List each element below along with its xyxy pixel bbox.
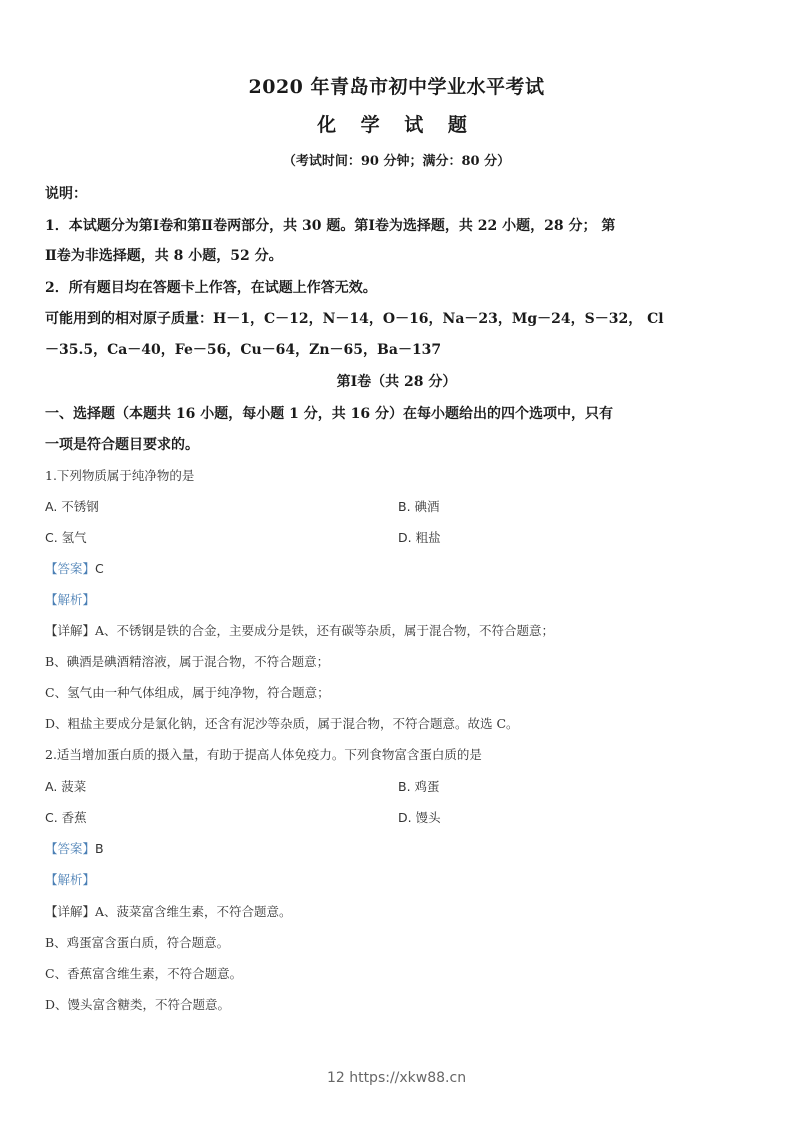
question-1-analysis-label: 【解析】 xyxy=(45,592,96,607)
answer-value: B xyxy=(95,841,104,856)
atomic-masses-line-2: －35.5，Ca－40，Fe－56，Cu－64，Zn－65，Ba－137 xyxy=(45,342,442,358)
detail-text: A、菠菜富含维生素，不符合题意。 xyxy=(95,904,292,919)
detail-label: 【详解】 xyxy=(45,623,96,638)
question-1-option-b: B. 碘酒 xyxy=(398,499,440,514)
atomic-masses-line-1: 可能用到的相对原子质量：H－1，C－12，N－14，O－16，Na－23，Mg－24，S－32， Cl xyxy=(45,311,664,327)
section-title: 第Ⅰ卷（共 28 分） xyxy=(336,374,457,390)
question-2-option-c: C. 香蕉 xyxy=(45,810,87,825)
part-heading-line-1: 一、选择题（本题共 16 小题，每小题 1 分，共 16 分）在每小题给出的四个选项中，只有 xyxy=(45,406,613,422)
question-2-answer xyxy=(45,839,104,857)
part-heading-line-2: 一项是符合题目要求的。 xyxy=(45,437,199,453)
answer-label: 【答案】 xyxy=(45,561,96,576)
question-2-detail-a xyxy=(45,902,292,920)
exam-title: 2020 年青岛市初中学业水平考试 xyxy=(248,76,545,98)
question-1-detail-c: C、氢气由一种气体组成，属于纯净物，符合题意； xyxy=(45,685,330,700)
instruction-1-line-1: 1．本试题分为第Ⅰ卷和第Ⅱ卷两部分，共 30 题。第Ⅰ卷为选择题，共 22 小题，28 分； 第 xyxy=(45,218,616,234)
answer-value: C xyxy=(95,561,104,576)
question-2-detail-b: B、鸡蛋富含蛋白质，符合题意。 xyxy=(45,935,230,950)
question-2-detail-c: C、香蕉富含维生素，不符合题意。 xyxy=(45,966,243,981)
question-2-option-d: D. 馒头 xyxy=(398,810,441,825)
question-1-option-a: A. 不锈钢 xyxy=(45,499,99,514)
instructions-heading: 说明： xyxy=(45,186,87,202)
question-1-stem: 1.下列物质属于纯净物的是 xyxy=(45,468,195,483)
instruction-2: 2．所有题目均在答题卡上作答，在试题上作答无效。 xyxy=(45,280,377,296)
exam-info: （考试时间：90 分钟；满分：80 分） xyxy=(282,154,511,169)
question-1-option-d: D. 粗盐 xyxy=(398,530,441,545)
question-1-detail-b: B、碘酒是碘酒精溶液，属于混合物，不符合题意； xyxy=(45,654,330,669)
question-1-option-c: C. 氢气 xyxy=(45,530,87,545)
detail-text: A、不锈钢是铁的合金，主要成分是铁，还有碳等杂质，属于混合物，不符合题意； xyxy=(95,623,555,638)
answer-label: 【答案】 xyxy=(45,841,96,856)
question-2-stem: 2.适当增加蛋白质的摄入量，有助于提高人体免疫力。下列食物富含蛋白质的是 xyxy=(45,747,482,762)
question-2-detail-d: D、馒头富含糖类，不符合题意。 xyxy=(45,997,231,1012)
question-1-detail-d: D、粗盐主要成分是氯化钠，还含有泥沙等杂质，属于混合物，不符合题意。故选 C。 xyxy=(45,716,519,731)
subject-title: 化 学 试 题 xyxy=(317,114,476,136)
question-1-answer xyxy=(45,559,104,577)
question-2-option-a: A. 菠菜 xyxy=(45,779,87,794)
instruction-1-line-2: Ⅱ卷为非选择题，共 8 小题，52 分。 xyxy=(45,248,283,264)
question-2-analysis-label: 【解析】 xyxy=(45,872,96,887)
question-1-detail-a xyxy=(45,621,554,639)
detail-label: 【详解】 xyxy=(45,904,96,919)
question-2-option-b: B. 鸡蛋 xyxy=(398,779,440,794)
page-footer-link[interactable]: 12 https://xkw88.cn xyxy=(326,1070,467,1086)
